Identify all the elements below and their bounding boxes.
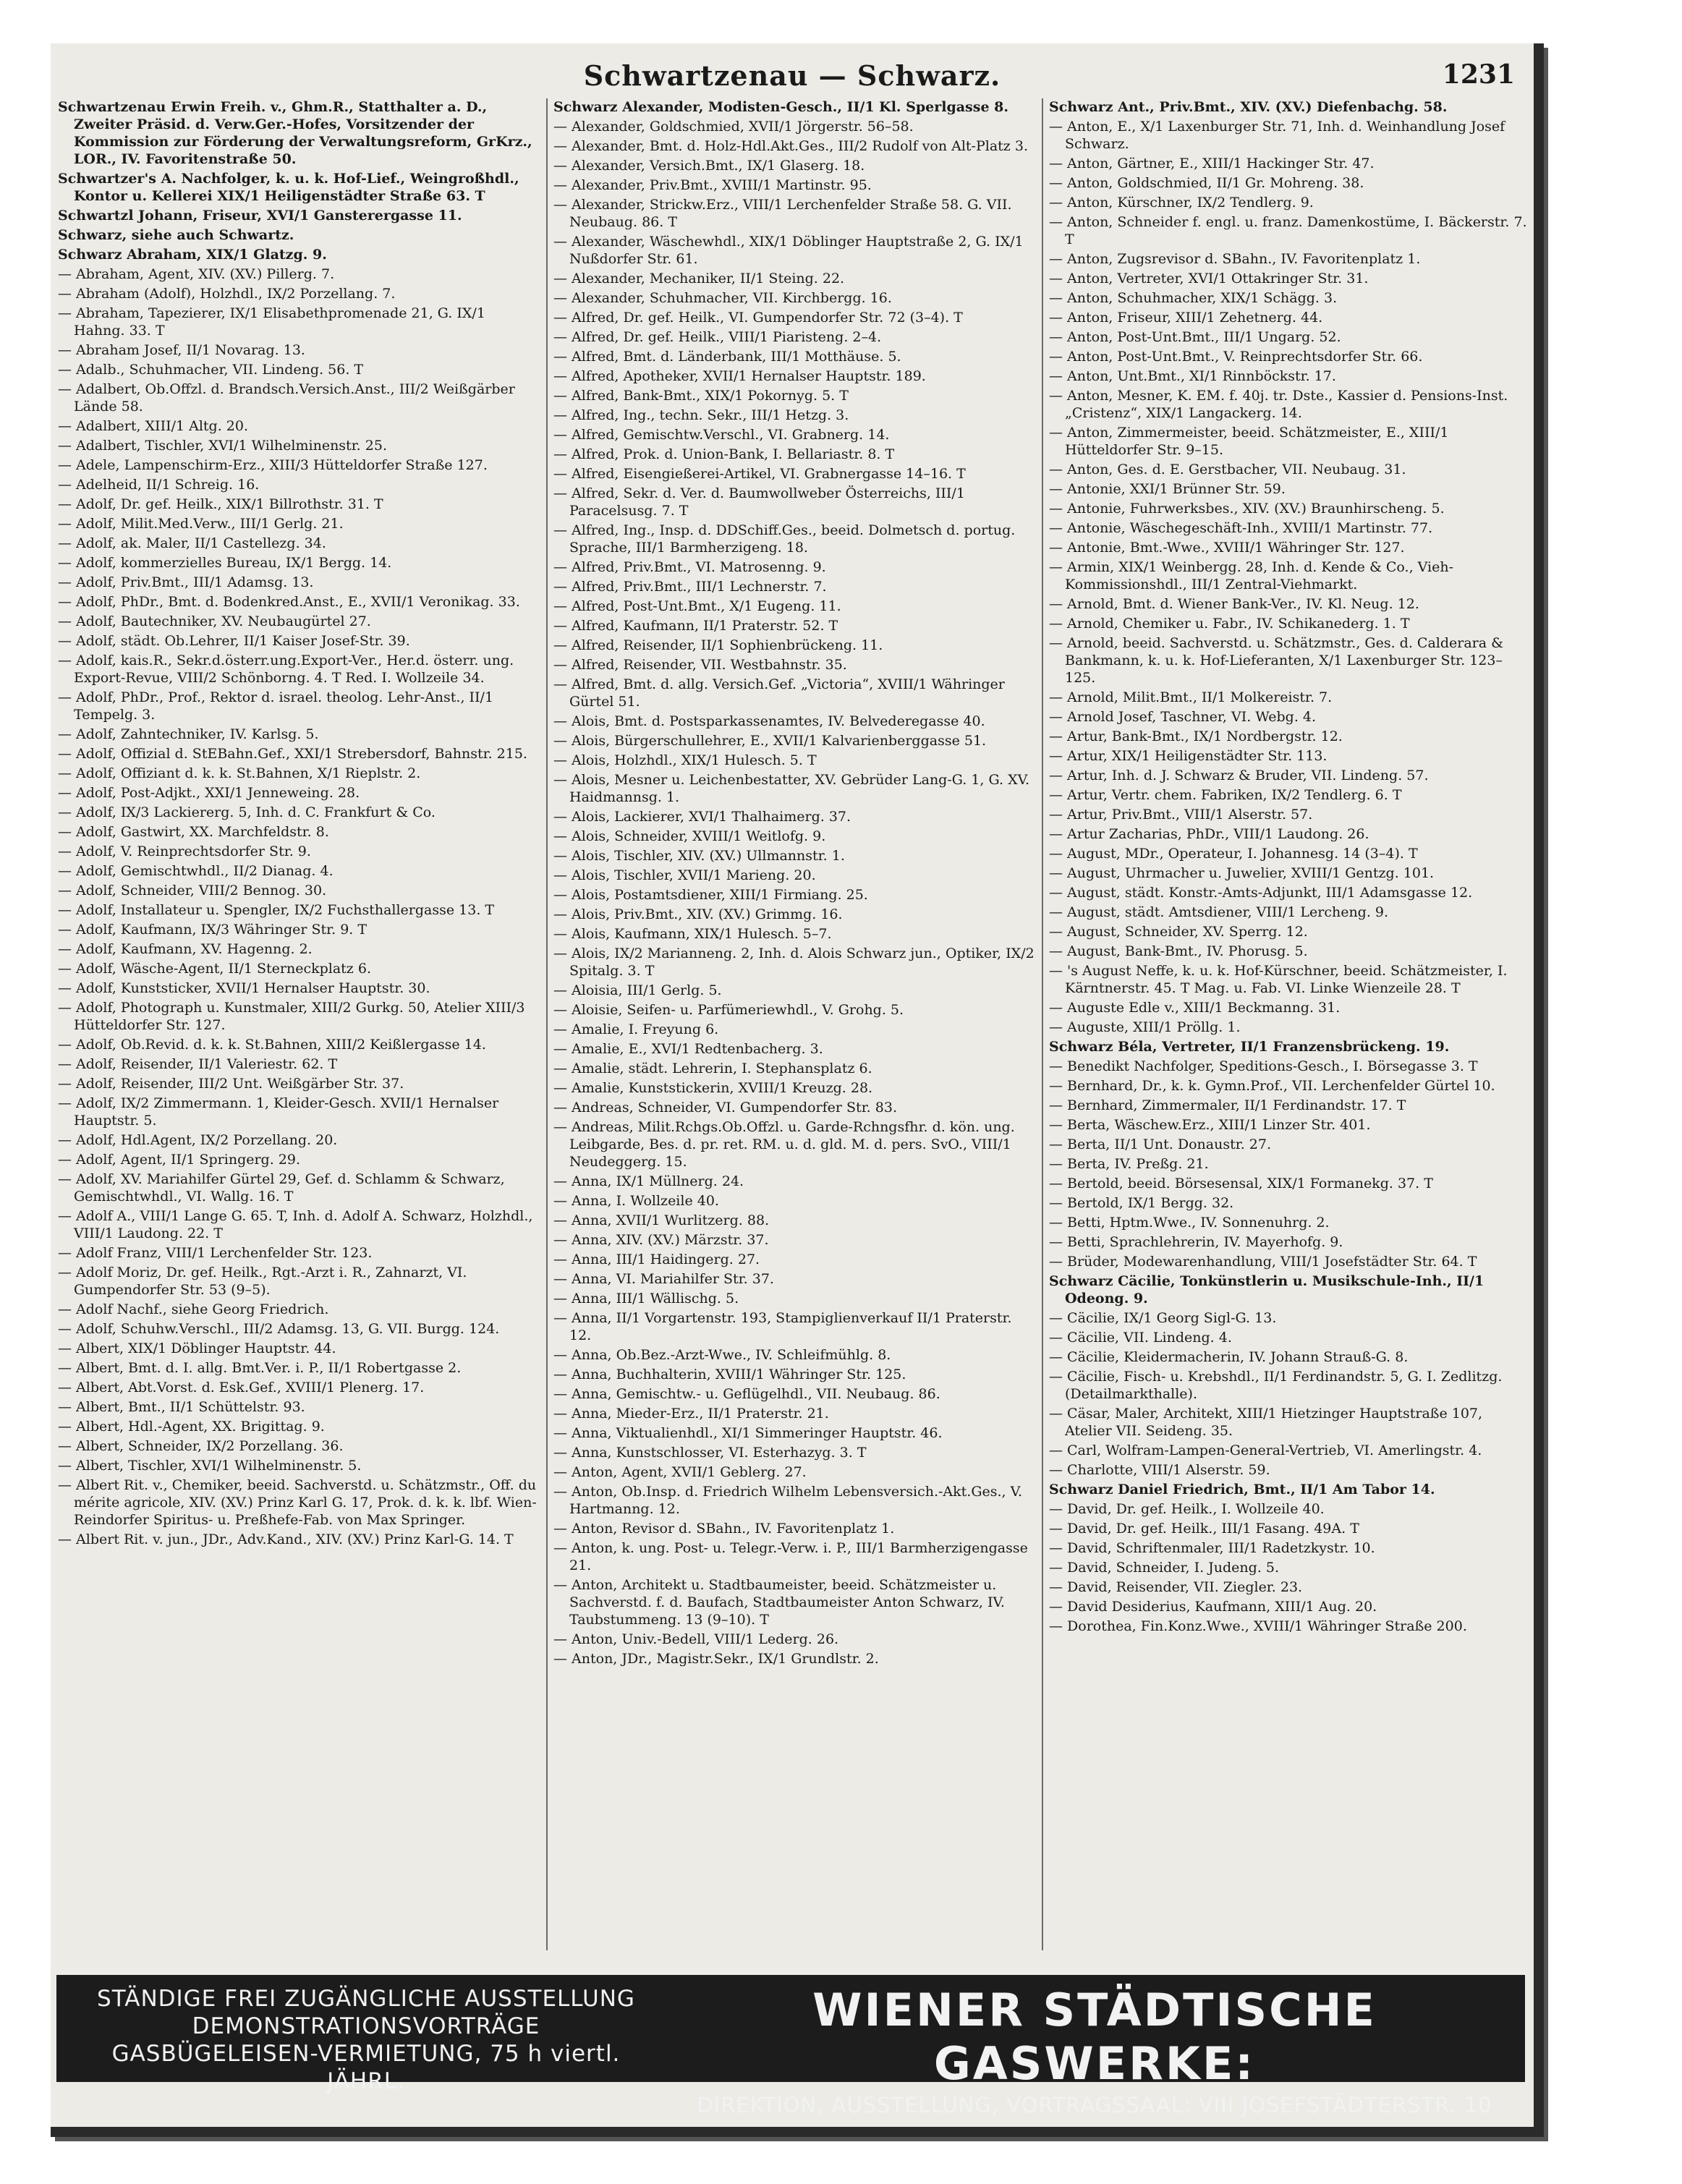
directory-entry: — Adolf, ak. Maler, II/1 Castellezg. 34.	[58, 535, 326, 551]
directory-entry: — Alfred, Bmt. d. Länderbank, III/1 Motthäuse. 5.	[553, 349, 901, 365]
directory-entry: — Adolf, Post-Adjkt., XXI/1 Jenneweing. 28.	[58, 785, 360, 801]
directory-entry: — Abraham, Agent, XIV. (XV.) Pillerg. 7.	[58, 266, 335, 282]
directory-entry: — Bertold, beeid. Börsesensal, XIX/1 Formanekg. 37. T	[1049, 1176, 1433, 1191]
directory-entry: — Alexander, Goldschmied, XVII/1 Jörgerstr. 56–58.	[553, 119, 914, 135]
directory-entry: — August, Uhrmacher u. Juwelier, XVIII/1 Gentzg. 101.	[1049, 865, 1435, 881]
directory-entry: — Adolf, Reisender, III/2 Unt. Weißgärber Str. 37.	[58, 1076, 404, 1092]
directory-entry: — Abraham (Adolf), Holzhdl., IX/2 Porzellang. 7.	[58, 286, 396, 302]
directory-entry: — Alfred, Priv.Bmt., III/1 Lechnerstr. 7.	[553, 579, 827, 595]
directory-entry: — Adalbert, XIII/1 Altg. 20.	[58, 418, 248, 434]
directory-entry: — Alfred, Ing., Insp. d. DDSchiff.Ges., beeid. Dolmetsch d. portug. Sprache, III/1 Barmherzigeng. 18.	[553, 522, 1016, 556]
page-number: 1231	[1442, 59, 1515, 90]
directory-entry: — Anton, Schuhmacher, XIX/1 Schägg. 3.	[1049, 290, 1338, 306]
directory-entry: — Alfred, Post-Unt.Bmt., X/1 Eugeng. 11.	[553, 598, 841, 614]
column-1	[58, 98, 539, 1950]
directory-entry: — Alois, Mesner u. Leichenbestatter, XV. Gebrüder Lang-G. 1, G. XV. Haidmannsg. 1.	[553, 772, 1030, 805]
directory-entry: — Anton, Mesner, K. EM. f. 40j. tr. Dste., Kassier d. Pensions-Inst. „Cristenz“, XIX/1 Langackerg. 14.	[1049, 388, 1508, 421]
directory-entry: — Anton, Architekt u. Stadtbaumeister, beeid. Schätzmeister u. Sachverstd. f. d. Baufach, Stadtbaumeister Anton Schwarz, IV. Taubstummeng. 13 (9–10). T	[553, 1577, 1005, 1628]
directory-entry: — 's August Neffe, k. u. k. Hof-Kürschner, beeid. Schätzmeister, I. Kärntnerstr. 45. T Mag. u. Fab. VI. Linke Wienzeile 28. T	[1049, 963, 1508, 996]
directory-entry: — Berta, IV. Preßg. 21.	[1049, 1156, 1209, 1172]
directory-entry: — Adolf, PhDr., Prof., Rektor d. israel. theolog. Lehr-Anst., II/1 Tempelg. 3.	[58, 689, 494, 723]
directory-entry: — Anton, Kürschner, IX/2 Tendlerg. 9.	[1049, 195, 1314, 211]
ad-left-block	[69, 1985, 663, 2095]
directory-entry: — Adolf, Zahntechniker, IV. Karlsg. 5.	[58, 726, 319, 742]
directory-entry: — Anna, Viktualienhdl., XI/1 Simmeringer Hauptstr. 46.	[553, 1425, 943, 1441]
directory-entry: — Arnold, Chemiker u. Fabr., IV. Schikanederg. 1. T	[1049, 616, 1410, 632]
directory-entry: — Anna, XIV. (XV.) Märzstr. 37.	[553, 1232, 769, 1248]
directory-entry: — Adolf, Agent, II/1 Springerg. 29.	[58, 1152, 301, 1168]
directory-entry: — Alexander, Versich.Bmt., IX/1 Glaserg. 18.	[553, 158, 865, 174]
directory-entry: — Antonie, Bmt.-Wwe., XVIII/1 Währinger Str. 127.	[1049, 540, 1405, 556]
directory-page	[51, 43, 1544, 2137]
directory-entry: — Adolf, Bautechniker, XV. Neubaugürtel 27.	[58, 613, 371, 629]
directory-entry: — Benedikt Nachfolger, Speditions-Gesch., I. Börsegasse 3. T	[1049, 1058, 1478, 1074]
directory-entry: — Bertold, IX/1 Bergg. 32.	[1049, 1195, 1234, 1211]
column-3	[1049, 98, 1530, 1950]
directory-entry: — Arnold, Bmt. d. Wiener Bank-Ver., IV. Kl. Neug. 12.	[1049, 596, 1419, 612]
directory-entry: — Adolf, Ob.Revid. d. k. k. St.Bahnen, XIII/2 Keißlergasse 14.	[58, 1037, 486, 1053]
directory-entry: — Amalie, I. Freyung 6.	[553, 1021, 719, 1037]
directory-entry: — Alexander, Bmt. d. Holz-Hdl.Akt.Ges., III/2 Rudolf von Alt-Platz 3.	[553, 138, 1028, 154]
directory-entry: — Adolf, Dr. gef. Heilk., XIX/1 Billrothstr. 31. T	[58, 496, 383, 512]
directory-entry: — Anton, E., X/1 Laxenburger Str. 71, Inh. d. Weinhandlung Josef Schwarz.	[1049, 119, 1505, 152]
directory-entry: — Alfred, Apotheker, XVII/1 Hernalser Hauptstr. 189.	[553, 368, 926, 384]
directory-entry: — Anna, VI. Mariahilfer Str. 37.	[553, 1271, 774, 1287]
directory-entry: — Adolf Franz, VIII/1 Lerchenfelder Str. 123.	[58, 1245, 373, 1261]
ad-rental-line: GASBÜGELEISEN-VERMIETUNG, 75 h viertl. JÄHRL.	[111, 2041, 621, 2094]
directory-entry: — August, städt. Konstr.-Amts-Adjunkt, III/1 Adamsgasse 12.	[1049, 885, 1473, 901]
directory-entry: — Anton, Zugsrevisor d. SBahn., IV. Favoritenplatz 1.	[1049, 251, 1421, 267]
directory-entry: — Alois, Schneider, XVIII/1 Weitlofg. 9.	[553, 828, 826, 844]
directory-entry: — Albert Rit. v., Chemiker, beeid. Sachverstd. u. Schätzmstr., Off. du mérite agricole, XIV. (XV.) Prinz Karl G. 17, Prok. d. k. k. lbf. Wien-Reindorfer Spiritus- u. Preßhefe-Fab. von Max Springer.	[58, 1477, 537, 1528]
directory-entry: — Adolf, XV. Mariahilfer Gürtel 29, Gef. d. Schlamm & Schwarz, Gemischtwhdl., VI. Wallg. 16. T	[58, 1171, 505, 1204]
directory-entry: — Aloisie, Seifen- u. Parfümeriewhdl., V. Grohg. 5.	[553, 1002, 904, 1018]
directory-entry: — Anna, Ob.Bez.-Arzt-Wwe., IV. Schleifmühlg. 8.	[553, 1347, 891, 1363]
directory-entry: — David, Reisender, VII. Ziegler. 23.	[1049, 1579, 1303, 1595]
directory-entry: — Anton, Gärtner, E., XIII/1 Hackinger Str. 47.	[1049, 156, 1375, 171]
directory-entry: — Arnold, beeid. Sachverstd. u. Schätzmstr., Ges. d. Calderara & Bankmann, k. u. k. Hof-Lieferanten, X/1 Laxenburger Str. 123–125.	[1049, 635, 1504, 686]
directory-entry: — Adolf, Schneider, VIII/2 Bennog. 30.	[58, 883, 327, 898]
directory-entry: — Anton, Friseur, XIII/1 Zehetnerg. 44.	[1049, 310, 1323, 326]
directory-entry: — August, MDr., Operateur, I. Johannesg. 14 (3–4). T	[1049, 846, 1418, 862]
directory-entry: — Armin, XIX/1 Weinbergg. 28, Inh. d. Kende & Co., Vieh-Kommissionshdl., III/1 Zentral-Viehmarkt.	[1049, 559, 1454, 592]
directory-entry: — Anton, Zimmermeister, beeid. Schätzmeister, E., XIII/1 Hütteldorfer Str. 9–15.	[1049, 425, 1449, 458]
directory-entry: — Adolf, Hdl.Agent, IX/2 Porzellang. 20.	[58, 1132, 338, 1148]
directory-entry: Schwarz Abraham, XIX/1 Glatzg. 9.	[58, 247, 327, 263]
running-title: Schwartzenau — Schwarz.	[583, 59, 1001, 92]
directory-entry: — Anton, Agent, XVII/1 Geblerg. 27.	[553, 1464, 807, 1480]
directory-entry: — Albert, XIX/1 Döblinger Hauptstr. 44.	[58, 1340, 336, 1356]
directory-entry: — Alois, Lackierer, XVI/1 Thalhaimerg. 37.	[553, 809, 851, 825]
directory-entry: — Anton, Goldschmied, II/1 Gr. Mohreng. 38.	[1049, 175, 1364, 191]
directory-entry: — Antonie, XXI/1 Brünner Str. 59.	[1049, 481, 1286, 497]
directory-entry: — Anna, Buchhalterin, XVIII/1 Währinger Str. 125.	[553, 1367, 906, 1382]
directory-entry: — Artur Zacharias, PhDr., VIII/1 Laudong. 26.	[1049, 826, 1369, 842]
directory-entry: — Adolf, IX/2 Zimmermann. 1, Kleider-Gesch. XVII/1 Hernalser Hauptstr. 5.	[58, 1095, 499, 1129]
directory-entry: — Albert, Bmt. d. I. allg. Bmt.Ver. i. P., II/1 Robertgasse 2.	[58, 1360, 462, 1376]
directory-entry: — Antonie, Wäschegeschäft-Inh., XVIII/1 Martinstr. 77.	[1049, 520, 1433, 536]
directory-entry: — Adolf, IX/3 Lackiererg. 5, Inh. d. C. Frankfurt & Co.	[58, 804, 436, 820]
directory-entry: — Anton, Schneider f. engl. u. franz. Damenkostüme, I. Bäckerstr. 7. T	[1049, 214, 1527, 247]
directory-entry: — Albert, Schneider, IX/2 Porzellang. 36.	[58, 1438, 344, 1454]
directory-entry: — Anton, Vertreter, XVI/1 Ottakringer Str. 31.	[1049, 271, 1369, 286]
directory-entry: — Alfred, Reisender, II/1 Sophienbrückeng. 11.	[553, 637, 883, 653]
column-divider	[546, 98, 548, 1950]
directory-entry: — Adolf, kommerzielles Bureau, IX/1 Bergg. 14.	[58, 555, 392, 571]
directory-entry: Schwarz Cäcilie, Tonkünstlerin u. Musikschule-Inh., II/1 Odeong. 9.	[1049, 1273, 1485, 1306]
directory-entry: — August, Schneider, XV. Sperrg. 12.	[1049, 924, 1308, 940]
directory-entry: — Adolf, Wäsche-Agent, II/1 Sterneckplatz 6.	[58, 961, 371, 977]
directory-entry: — Alexander, Strickw.Erz., VIII/1 Lerchenfelder Straße 58. G. VII. Neubaug. 86. T	[553, 197, 1012, 230]
directory-entry: — Albert, Tischler, XVI/1 Wilhelminenstr. 5.	[58, 1458, 362, 1474]
directory-entry: — Alois, Tischler, XIV. (XV.) Ullmannstr. 1.	[553, 848, 845, 864]
directory-entry: — Artur, Priv.Bmt., VIII/1 Alserstr. 57.	[1049, 807, 1313, 823]
directory-entry: — David, Schriftenmaler, III/1 Radetzkystr. 10.	[1049, 1540, 1375, 1556]
directory-entry: Schwarz Ant., Priv.Bmt., XIV. (XV.) Diefenbachg. 58.	[1049, 99, 1448, 115]
directory-entry: Schwartzenau Erwin Freih. v., Ghm.R., Statthalter a. D., Zweiter Präsid. d. Verw.Ger.-Hofes, Vorsitzender der Kommission zur Förderung der Verwaltungsreform, GrKrz., LOR., IV. Favoritenstraße 50.	[58, 99, 532, 167]
directory-entry: Schwartzl Johann, Friseur, XVI/1 Gansterergasse 11.	[58, 208, 462, 224]
directory-entry: Schwartzer's A. Nachfolger, k. u. k. Hof-Lief., Weingroßhdl., Kontor u. Kellerei XIX/1 Heiligenstädter Straße 63. T	[58, 171, 519, 204]
directory-entry: — August, Bank-Bmt., IV. Phorusg. 5.	[1049, 943, 1308, 959]
directory-entry: — David, Dr. gef. Heilk., III/1 Fasang. 49A. T	[1049, 1521, 1359, 1537]
directory-entry: Schwarz Daniel Friedrich, Bmt., II/1 Am Tabor 14.	[1049, 1482, 1435, 1497]
directory-entry: — Alexander, Schuhmacher, VII. Kirchbergg. 16.	[553, 290, 892, 306]
directory-entry: — Albert, Hdl.-Agent, XX. Brigittag. 9.	[58, 1419, 325, 1435]
directory-entry: — David, Dr. gef. Heilk., I. Wollzeile 40.	[1049, 1501, 1325, 1517]
directory-entry: — Adolf, Installateur u. Spengler, IX/2 Fuchsthallergasse 13. T	[58, 902, 495, 918]
directory-entry: — Anna, Mieder-Erz., II/1 Praterstr. 21.	[553, 1406, 829, 1422]
directory-entry: — Alfred, Eisengießerei-Artikel, VI. Grabnergasse 14–16. T	[553, 466, 966, 482]
directory-entry: — Betti, Sprachlehrerin, IV. Mayerhofg. 9.	[1049, 1234, 1343, 1250]
directory-entry: — Arnold, Milit.Bmt., II/1 Molkereistr. 7.	[1049, 689, 1333, 705]
directory-entry: — Artur, Vertr. chem. Fabriken, IX/2 Tendlerg. 6. T	[1049, 787, 1402, 803]
directory-entry: — Alfred, Dr. gef. Heilk., VI. Gumpendorfer Str. 72 (3–4). T	[553, 310, 963, 326]
directory-entry: — Adolf Moriz, Dr. gef. Heilk., Rgt.-Arzt i. R., Zahnarzt, VI. Gumpendorfer Str. 53 (9–5).	[58, 1265, 467, 1298]
directory-entry: — Adolf, Offizial d. StEBahn.Gef., XXI/1 Strebersdorf, Bahnstr. 215.	[58, 746, 527, 762]
directory-entry: — Anna, III/1 Wällischg. 5.	[553, 1291, 739, 1306]
directory-entry: — Amalie, Kunststickerin, XVIII/1 Kreuzg. 28.	[553, 1080, 873, 1096]
directory-entry: — Alois, Bürgerschullehrer, E., XVII/1 Kalvarienberggasse 51.	[553, 733, 987, 749]
directory-entry: — Alfred, Gemischtw.Verschl., VI. Grabnerg. 14.	[553, 427, 890, 443]
directory-entry: Schwarz Béla, Vertreter, II/1 Franzensbrückeng. 19.	[1049, 1039, 1450, 1055]
directory-entry: — Adolf, Priv.Bmt., III/1 Adamsg. 13.	[58, 574, 314, 590]
directory-entry: — Albert Rit. v. jun., JDr., Adv.Kand., XIV. (XV.) Prinz Karl-G. 14. T	[58, 1531, 514, 1547]
directory-entry: — Anna, II/1 Vorgartenstr. 193, Stampiglienverkauf II/1 Praterstr. 12.	[553, 1310, 1012, 1343]
directory-entry: — Adolf Nachf., siehe Georg Friedrich.	[58, 1301, 329, 1317]
directory-entry: — Alfred, Priv.Bmt., VI. Matrosenng. 9.	[553, 559, 826, 575]
directory-entry: — Artur, Inh. d. J. Schwarz & Bruder, VII. Lindeng. 57.	[1049, 768, 1429, 783]
directory-entry: — Arnold Josef, Taschner, VI. Webg. 4.	[1049, 709, 1317, 725]
directory-entry: — Anna, XVII/1 Wurlitzerg. 88.	[553, 1212, 770, 1228]
directory-entry: — Adolf, PhDr., Bmt. d. Bodenkred.Anst., E., XVII/1 Veronikag. 33.	[58, 594, 520, 610]
directory-entry: — Cäcilie, VII. Lindeng. 4.	[1049, 1330, 1232, 1346]
directory-entry: — Adolf, Kunststicker, XVII/1 Hernalser Hauptstr. 30.	[58, 980, 430, 996]
directory-entry: — Brüder, Modewarenhandlung, VIII/1 Josefstädter Str. 64. T	[1049, 1254, 1477, 1270]
directory-entry: — Adolf, Kaufmann, XV. Hagenng. 2.	[58, 941, 313, 957]
directory-entry: — Adolf, Photograph u. Kunstmaler, XIII/2 Gurkg. 50, Atelier XIII/3 Hütteldorfer Str. 127.	[58, 1000, 525, 1033]
directory-entry: — Anna, I. Wollzeile 40.	[553, 1193, 719, 1209]
directory-entry: — Albert, Bmt., II/1 Schüttelstr. 93.	[58, 1399, 305, 1415]
ad-exhibition-line: STÄNDIGE FREI ZUGÄNGLICHE AUSSTELLUNG	[97, 1986, 635, 2012]
directory-entry: — Adolf, Milit.Med.Verw., III/1 Gerlg. 21.	[58, 516, 344, 532]
directory-entry: — Anton, Ges. d. E. Gerstbacher, VII. Neubaug. 31.	[1049, 462, 1406, 477]
directory-entry: — Albert, Abt.Vorst. d. Esk.Gef., XVIII/1 Plenerg. 17.	[58, 1380, 425, 1395]
directory-entry: — Adolf, Gemischtwhdl., II/2 Dianag. 4.	[58, 863, 334, 879]
directory-columns	[58, 98, 1526, 1950]
directory-entry: — Adolf, Kaufmann, IX/3 Währinger Str. 9. T	[58, 922, 368, 938]
directory-entry: — David Desiderius, Kaufmann, XIII/1 Aug. 20.	[1049, 1599, 1377, 1615]
directory-entry: — Betti, Hptm.Wwe., IV. Sonnenuhrg. 2.	[1049, 1215, 1330, 1231]
ad-brand: WIENER STÄDTISCHE GASWERKE:	[812, 1984, 1377, 2090]
directory-entry: — Anton, JDr., Magistr.Sekr., IX/1 Grundlstr. 2.	[553, 1651, 879, 1667]
directory-entry: — Cäsar, Maler, Architekt, XIII/1 Hietzinger Hauptstraße 107, Atelier VII. Seideng. 35.	[1049, 1406, 1483, 1439]
directory-entry: — Antonie, Fuhrwerksbes., XIV. (XV.) Braunhirscheng. 5.	[1049, 501, 1445, 517]
directory-entry: — Adolf, kais.R., Sekr.d.österr.ung.Export-Ver., Her.d. österr. ung. Export-Revue, VIII/2 Schönborng. 4. T Red. I. Wollzeile 34.	[58, 653, 514, 686]
directory-entry: — Alfred, Reisender, VII. Westbahnstr. 35.	[553, 657, 847, 673]
directory-entry: — David, Schneider, I. Judeng. 5.	[1049, 1560, 1280, 1576]
directory-entry: — Adolf A., VIII/1 Lange G. 65. T, Inh. d. Adolf A. Schwarz, Holzhdl., VIII/1 Laudong. 22. T	[58, 1208, 533, 1241]
directory-entry: — Alfred, Prok. d. Union-Bank, I. Bellariastr. 8. T	[553, 446, 895, 462]
directory-entry: — Aloisia, III/1 Gerlg. 5.	[553, 982, 722, 998]
directory-entry: — Adolf, Reisender, II/1 Valeriestr. 62. T	[58, 1056, 338, 1072]
directory-entry: — Auguste Edle v., XIII/1 Beckmanng. 31.	[1049, 1000, 1341, 1016]
ad-demonstration-line: DEMONSTRATIONSVORTRÄGE	[192, 2013, 540, 2039]
directory-entry: — Cäcilie, Fisch- u. Krebshdl., II/1 Ferdinandstr. 5, G. I. Zedlitzg. (Detailmarkthalle).	[1049, 1369, 1503, 1402]
directory-entry: — Alfred, Kaufmann, II/1 Praterstr. 52. T	[553, 618, 838, 634]
directory-entry: — Alfred, Dr. gef. Heilk., VIII/1 Piaristeng. 2–4.	[553, 329, 882, 345]
page-header	[51, 54, 1534, 104]
directory-entry: — Bernhard, Zimmermaler, II/1 Ferdinandstr. 17. T	[1049, 1097, 1406, 1113]
directory-entry: — Anna, Kunstschlosser, VI. Esterhazyg. 3. T	[553, 1445, 867, 1461]
directory-entry: — Abraham Josef, II/1 Novarag. 13.	[58, 342, 305, 358]
directory-entry: — Anna, III/1 Haidingerg. 27.	[553, 1252, 760, 1267]
directory-entry: — Abraham, Tapezierer, IX/1 Elisabethpromenade 21, G. IX/1 Hahng. 33. T	[58, 305, 485, 339]
directory-entry: — Adalb., Schuhmacher, VII. Lindeng. 56. T	[58, 362, 364, 378]
directory-entry: — Adele, Lampenschirm-Erz., XIII/3 Hütteldorfer Straße 127.	[58, 457, 488, 473]
directory-entry: — Alfred, Bank-Bmt., XIX/1 Pokornyg. 5. T	[553, 388, 849, 404]
directory-entry: — Alois, Kaufmann, XIX/1 Hulesch. 5–7.	[553, 926, 832, 942]
directory-entry: — Alfred, Ing., techn. Sekr., III/1 Hetzg. 3.	[553, 407, 849, 423]
directory-entry: — Adolf, städt. Ob.Lehrer, II/1 Kaiser Josef-Str. 39.	[58, 633, 410, 649]
ad-address: DIREKTION, AUSSTELLUNG, VORTRAGSSAAL: VIII JOSEFSTÄDTERSTR. 10	[697, 2093, 1492, 2117]
directory-entry: — Anna, Gemischtw.- u. Geflügelhdl., VII. Neubaug. 86.	[553, 1386, 940, 1402]
directory-entry: — Anton, k. ung. Post- u. Telegr.-Verw. i. P., III/1 Barmherzigengasse 21.	[553, 1540, 1028, 1573]
directory-entry: — Alois, Tischler, XVII/1 Marieng. 20.	[553, 867, 816, 883]
directory-entry: — Andreas, Milit.Rchgs.Ob.Offzl. u. Garde-Rchngsfhr. d. kön. ung. Leibgarde, Bes. d. pr. ret. RM. u. d. gld. M. d. pers. SvO., VIII/1 Neudeggerg. 15.	[553, 1119, 1015, 1170]
directory-entry: — Adolf, Gastwirt, XX. Marchfeldstr. 8.	[58, 824, 329, 840]
directory-entry: — August, städt. Amtsdiener, VIII/1 Lercheng. 9.	[1049, 904, 1389, 920]
directory-entry: — Artur, XIX/1 Heiligenstädter Str. 113.	[1049, 748, 1328, 764]
directory-entry: — Alois, Holzhdl., XIX/1 Hulesch. 5. T	[553, 752, 817, 768]
column-2	[553, 98, 1035, 1950]
directory-entry: — Alois, Postamtsdiener, XIII/1 Firmiang. 25.	[553, 887, 868, 903]
column-divider	[1042, 98, 1043, 1950]
directory-entry: — Alois, IX/2 Marianneng. 2, Inh. d. Alois Schwarz jun., Optiker, IX/2 Spitalg. 3. T	[553, 946, 1035, 979]
directory-entry: — Alexander, Wäschewhdl., XIX/1 Döblinger Hauptstraße 2, G. IX/1 Nußdorfer Str. 61.	[553, 234, 1024, 267]
directory-entry: — Andreas, Schneider, VI. Gumpendorfer Str. 83.	[553, 1100, 897, 1116]
directory-entry: — Anton, Unt.Bmt., XI/1 Rinnböckstr. 17.	[1049, 368, 1336, 384]
directory-entry: Schwarz Alexander, Modisten-Gesch., II/1 Kl. Sperlgasse 8.	[553, 99, 1008, 115]
directory-entry: — Anton, Ob.Insp. d. Friedrich Wilhelm Lebensversich.-Akt.Ges., V. Hartmanng. 12.	[553, 1484, 1023, 1517]
advertisement-banner	[56, 1975, 1525, 2117]
directory-entry: — Dorothea, Fin.Konz.Wwe., XVIII/1 Währinger Straße 200.	[1049, 1618, 1467, 1634]
directory-entry: — Anton, Univ.-Bedell, VIII/1 Lederg. 26.	[553, 1631, 839, 1647]
directory-entry: — Anton, Post-Unt.Bmt., V. Reinprechtsdorfer Str. 66.	[1049, 349, 1423, 365]
directory-entry: — Adolf, Schuhw.Verschl., III/2 Adamsg. 13, G. VII. Burgg. 124.	[58, 1321, 500, 1337]
directory-entry: — Bernhard, Dr., k. k. Gymn.Prof., VII. Lerchenfelder Gürtel 10.	[1049, 1078, 1495, 1094]
directory-entry: — Alfred, Sekr. d. Ver. d. Baumwollweber Österreichs, III/1 Paracelsusg. 7. T	[553, 485, 965, 519]
directory-entry: — Adolf, Offiziant d. k. k. St.Bahnen, X/1 Rieplstr. 2.	[58, 765, 421, 781]
directory-entry: — Alexander, Priv.Bmt., XVIII/1 Martinstr. 95.	[553, 177, 872, 193]
directory-entry: — Amalie, städt. Lehrerin, I. Stephansplatz 6.	[553, 1061, 872, 1076]
directory-entry: — Berta, II/1 Unt. Donaustr. 27.	[1049, 1136, 1272, 1152]
directory-entry: Schwarz, siehe auch Schwartz.	[58, 227, 294, 243]
directory-entry: — Anton, Post-Unt.Bmt., III/1 Ungarg. 52.	[1049, 329, 1341, 345]
directory-entry: — Adolf, V. Reinprechtsdorfer Str. 9.	[58, 844, 311, 859]
directory-entry: — Charlotte, VIII/1 Alserstr. 59.	[1049, 1462, 1270, 1478]
ad-right-block	[679, 1984, 1511, 2120]
directory-entry: — Cäcilie, IX/1 Georg Sigl-G. 13.	[1049, 1310, 1277, 1326]
directory-entry: — Berta, Wäschew.Erz., XIII/1 Linzer Str. 401.	[1049, 1117, 1371, 1133]
directory-entry: — Adalbert, Ob.Offzl. d. Brandsch.Versich.Anst., III/2 Weißgärber Lände 58.	[58, 381, 515, 415]
directory-entry: — Amalie, E., XVI/1 Redtenbacherg. 3.	[553, 1041, 823, 1057]
directory-entry: — Adalbert, Tischler, XVI/1 Wilhelminenstr. 25.	[58, 438, 387, 454]
directory-entry: — Carl, Wolfram-Lampen-General-Vertrieb, VI. Amerlingstr. 4.	[1049, 1442, 1482, 1458]
directory-entry: — Alois, Priv.Bmt., XIV. (XV.) Grimmg. 16.	[553, 906, 843, 922]
directory-entry: — Alfred, Bmt. d. allg. Versich.Gef. „Victoria“, XVIII/1 Währinger Gürtel 51.	[553, 676, 1005, 710]
directory-entry: — Alois, Bmt. d. Postsparkassenamtes, IV. Belvederegasse 40.	[553, 713, 985, 729]
directory-entry: — Cäcilie, Kleidermacherin, IV. Johann Strauß-G. 8.	[1049, 1349, 1409, 1365]
directory-entry: — Anna, IX/1 Müllnerg. 24.	[553, 1173, 744, 1189]
directory-entry: — Artur, Bank-Bmt., IX/1 Nordbergstr. 12.	[1049, 728, 1343, 744]
directory-entry: — Alexander, Mechaniker, II/1 Steing. 22.	[553, 271, 845, 286]
directory-entry: — Auguste, XIII/1 Pröllg. 1.	[1049, 1019, 1241, 1035]
directory-entry: — Adelheid, II/1 Schreig. 16.	[58, 477, 260, 493]
directory-entry: — Anton, Revisor d. SBahn., IV. Favoritenplatz 1.	[553, 1521, 895, 1537]
